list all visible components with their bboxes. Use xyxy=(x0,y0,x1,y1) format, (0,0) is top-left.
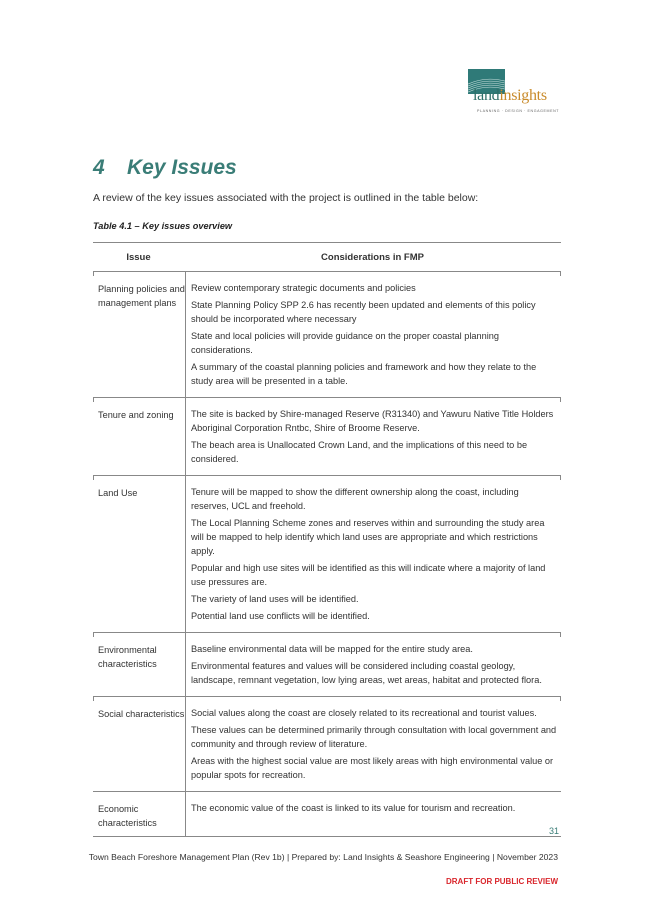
consideration-item: The site is backed by Shire-managed Reserve (R31340) and Yawuru Native Title Holders Aboriginal Corporation Rntbc, Shire of Broome Reserve. xyxy=(191,409,554,433)
section-number: 4 xyxy=(93,156,105,179)
issue-cell: Tenure and zoning xyxy=(98,410,174,420)
table-row xyxy=(93,697,561,792)
consideration-item: Baseline environmental data will be mapped for the entire study area. xyxy=(191,644,473,654)
table-row xyxy=(93,398,561,476)
considerations-cell xyxy=(185,398,561,475)
considerations-cell xyxy=(185,476,561,632)
consideration-item: Areas with the highest social value are most likely areas with high environmental value or popular spots for recreation. xyxy=(191,756,554,780)
consideration-item: The variety of land uses will be identified. xyxy=(191,594,359,604)
consideration-item: Tenure will be mapped to show the different ownership along the coast, including reserves, UCL and freehold. xyxy=(191,487,519,511)
table-row xyxy=(93,272,561,398)
consideration-item: Popular and high use sites will be identified as this will indicate where a majority of land use pressures are. xyxy=(191,563,546,587)
considerations-cell xyxy=(185,272,561,397)
draft-notice: DRAFT FOR PUBLIC REVIEW xyxy=(446,877,558,886)
considerations-cell xyxy=(185,697,561,791)
issue-cell: Land Use xyxy=(98,488,138,498)
table-row xyxy=(93,476,561,633)
consideration-item: These values can be determined primarily through consultation with local government and community and through review of literature. xyxy=(191,725,557,749)
consideration-item: The Local Planning Scheme zones and reserves within and surrounding the study area will be mapped to help identify which land uses are appropriate and which restrictions apply. xyxy=(191,518,545,556)
consideration-item: State Planning Policy SPP 2.6 has recently been updated and elements of this policy should be incorporated where necessary xyxy=(191,300,536,324)
section-heading xyxy=(93,156,237,180)
footer-text: Town Beach Foreshore Management Plan (Rev 1b) | Prepared by: Land Insights & Seashore Engineering | November 2023 xyxy=(88,852,558,862)
logo-wordmark: landinsights xyxy=(473,87,547,104)
considerations-cell xyxy=(185,792,561,836)
issue-cell: Environmental characteristics xyxy=(98,645,157,669)
table-header-row xyxy=(93,243,561,272)
table-caption: Table 4.1 – Key issues overview xyxy=(93,221,233,231)
table-body xyxy=(93,272,561,837)
issue-cell: Planning policies and management plans xyxy=(98,284,185,308)
consideration-item: State and local policies will provide guidance on the proper coastal planning considerations. xyxy=(191,331,499,355)
page-number: 31 xyxy=(549,826,560,836)
issue-cell: Economic characteristics xyxy=(98,804,157,828)
company-logo xyxy=(468,69,562,117)
intro-text: A review of the key issues associated with the project is outlined in the table below: xyxy=(93,192,479,204)
consideration-item: The beach area is Unallocated Crown Land, and the implications of this need to be considered. xyxy=(191,440,528,464)
consideration-item: Environmental features and values will be considered including coastal geology, landscape, remnant vegetation, low lying areas, wet areas, habitat and protected flora. xyxy=(191,661,542,685)
table-row xyxy=(93,792,561,837)
key-issues-table xyxy=(93,242,561,837)
consideration-item: Social values along the coast are closely related to its recreational and tourist values. xyxy=(191,708,537,718)
column-header-issue: Issue xyxy=(126,251,151,263)
issue-cell: Social characteristics xyxy=(98,709,185,719)
considerations-cell xyxy=(185,633,561,696)
section-title: Key Issues xyxy=(127,156,237,179)
consideration-item: The economic value of the coast is linked to its value for tourism and recreation. xyxy=(191,803,516,813)
logo-tagline: PLANNING · DESIGN · ENGAGEMENT xyxy=(477,109,560,113)
consideration-item: A summary of the coastal planning policies and framework and how they relate to the study area will be presented in a table. xyxy=(191,362,537,386)
table-row xyxy=(93,633,561,697)
consideration-item: Review contemporary strategic documents and policies xyxy=(191,283,416,293)
column-header-considerations: Considerations in FMP xyxy=(321,251,424,263)
consideration-item: Potential land use conflicts will be identified. xyxy=(191,611,370,621)
